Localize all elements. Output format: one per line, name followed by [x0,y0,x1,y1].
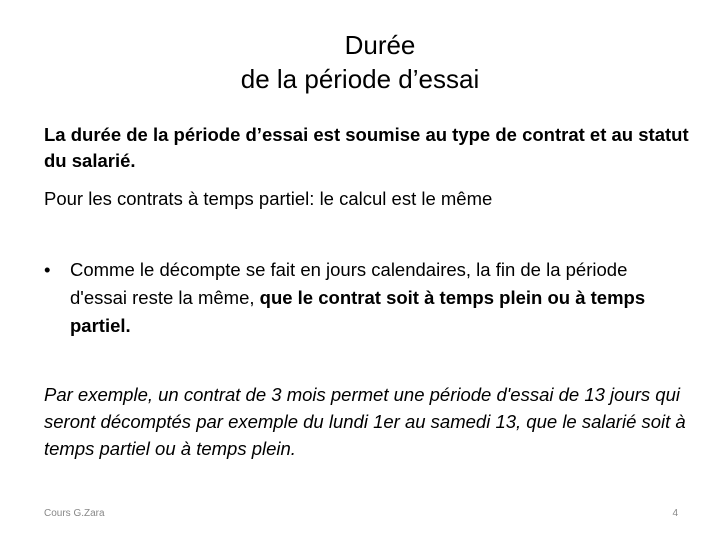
page-number: 4 [672,508,678,519]
bullet-text-plain: Comme le décompte se fait en jours calendaires, la fin de la période d'essai reste la même, [70,259,628,308]
bullet-text [70,256,684,340]
title-line-2: de la période d’essai [240,64,480,94]
example-paragraph: Par exemple, un contrat de 3 mois permet une période d'essai de 13 jours qui seront décomptés par exemple du lundi 1er au samedi 13, que le salarié soit à temps partiel ou à temps plein. [44,384,686,459]
intro-paragraph-bold: La durée de la période d’essai est soumise au type de contrat et au statut du salarié. [44,124,689,171]
partial-time-paragraph: Pour les contrats à temps partiel: le calcul est le même [44,188,493,209]
bullet-text-bold: que le contrat soit à temps plein ou à temps partiel. [70,287,646,336]
slide-title [40,28,680,96]
bullet-marker: • [44,259,51,280]
bullet-item [44,256,684,340]
footer-author: Cours G.Zara [44,508,105,519]
title-line-1: Durée [344,30,416,60]
